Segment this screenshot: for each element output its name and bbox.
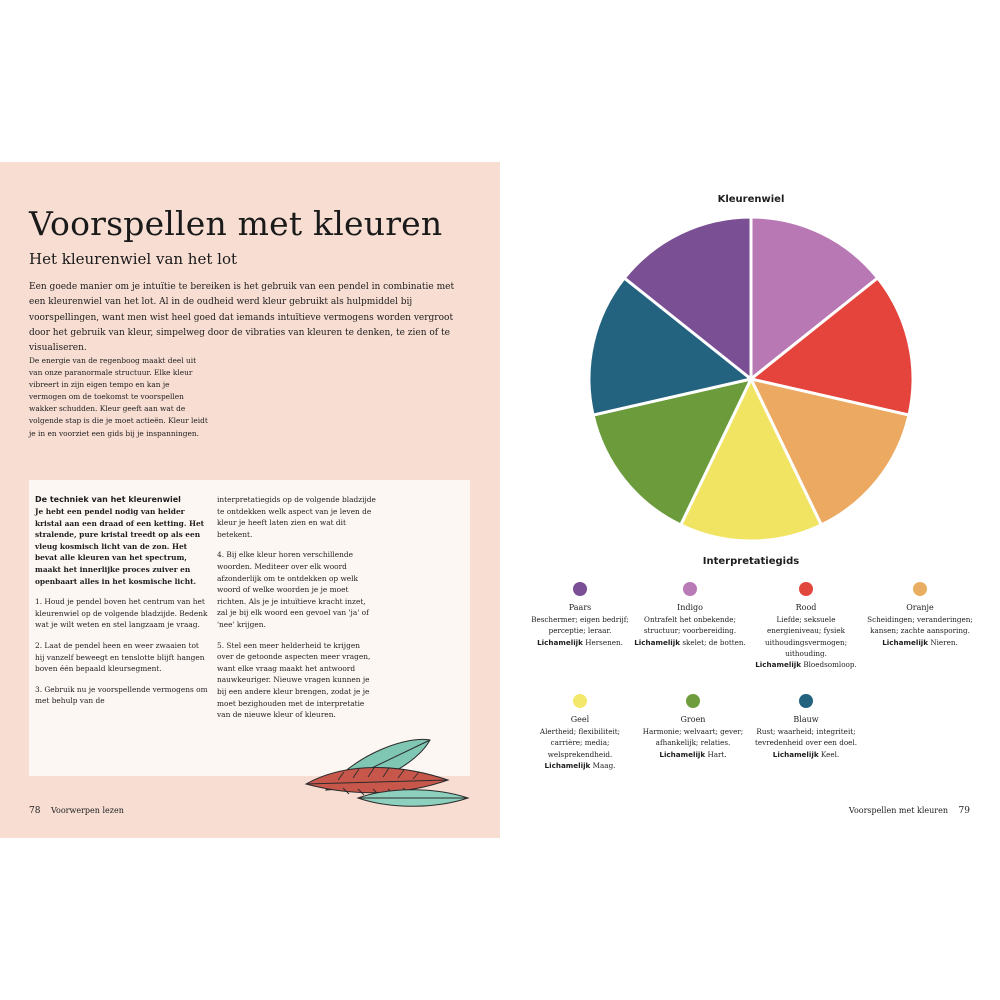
color-wheel-title: Kleurenwiel [717, 194, 785, 205]
entry-description: Harmonie; welvaart; gever; afhankelijk; relaties. [642, 727, 744, 748]
body-label: Lichamelijk [659, 749, 706, 759]
entry-name: Paars [568, 603, 592, 612]
entry-blauw [750, 694, 862, 760]
left-page [0, 162, 500, 838]
step-1: 1. Houd je pendel boven het centrum van het kleurenwiel op de volgende bladzijde. Bedenk wat je wilt weten en stel langzaam je vraag. [35, 597, 208, 630]
technique-column-1 [35, 494, 209, 716]
step-3-continued: interpretatiegids op de volgende bladzijde te ontdekken welk aspect van je leven de kleur je heeft laten zien en wat dit betekent. [217, 495, 376, 539]
entry-description: Rust; waarheid; integriteit; tevredenheid over een doel. [755, 727, 857, 748]
footer-right [849, 806, 970, 816]
body-label: Lichamelijk [882, 637, 929, 647]
entry-description: Liefde; seksuele energieniveau; fysiek uithoudingsvermogen; uithouding. [764, 615, 848, 658]
step-2: 2. Laat de pendel heen en weer zwaaien tot hij vanzelf beweegt en tenslotte blijft hangen boven één bepaald kleursegment. [35, 640, 205, 674]
step-4: 4. Bij elke kleur horen verschillende woorden. Mediteer over elk woord afzonderlijk om te ontdekken op welk woord of welke woorden je je moet richten. Als je je intuïtieve kracht inzet, zal je bij elk woord een gevoel van 'ja' of 'nee' krijgen. [217, 550, 369, 629]
interpretation-guide-title: Interpretatiegids [702, 556, 800, 567]
color-dot [683, 582, 697, 596]
entry-oranje [864, 582, 976, 648]
entry-description: Ontrafelt het onbekende; structuur; voorbereiding. [643, 615, 737, 636]
color-dot [573, 694, 587, 708]
step-5: 5. Stel een meer helderheid te krijgen over de getoonde aspecten meer vragen, want elke vraag maakt het antwoord nauwkeuriger. Nieuwe vragen kunnen je bij een andere kleur brengen, zodat je je moet bezighouden met de interpretatie van de nieuwe kleur of kleuren. [217, 640, 371, 720]
entry-rood [750, 582, 862, 670]
entry-name: Geel [570, 715, 590, 724]
entry-name: Oranje [906, 603, 934, 612]
running-title-left: Voorwerpen lezen [51, 806, 124, 815]
technique-lead: Je hebt een pendel nodig van helder kristal aan een draad of een ketting. Het stralende, pure kristal treedt op als een vleug kosmisch licht van de zon. Het bevat alle kleuren van het spectrum, maakt het innerlijke proces zuiver en openbaart alles in het kosmische licht. [35, 507, 205, 586]
body-label: Lichamelijk [634, 637, 681, 647]
technique-column-2 [217, 494, 377, 730]
body-label: Lichamelijk [544, 760, 591, 770]
entry-body: Lichamelijk skelet; de botten. [634, 637, 746, 647]
entry-body: Lichamelijk Nieren. [882, 637, 958, 647]
entry-body: Lichamelijk Bloedsomloop. [755, 660, 857, 670]
entry-body: Lichamelijk Hart. [659, 749, 727, 759]
page-number-right: 79 [958, 806, 970, 816]
body-label: Lichamelijk [755, 660, 802, 670]
entry-name: Indigo [677, 603, 703, 612]
page-title: Voorspellen met kleuren [29, 204, 443, 243]
side-paragraph: De energie van de regenboog maakt deel uit van onze paranormale structuur. Elke kleur vibreert in zijn eigen tempo en kan je vermogen om de toekomst te voorspellen wakker schudden. Kleur geeft aan wat de volgende stap is die je moet actieën. Kleur leidt je in en voorziet een gids bij je inspanningen. [29, 356, 208, 438]
color-dot [799, 694, 813, 708]
entry-description: Beschermer; eigen bedrijf; perceptie; leraar. [531, 615, 629, 636]
entry-name: Rood [795, 603, 817, 612]
entry-body: Lichamelijk Keel. [772, 749, 840, 759]
entry-description: Alertheid; flexibiliteit; carrière; media; welsprekendheid. [539, 727, 621, 759]
page-number-left: 78 [29, 806, 41, 816]
page-subtitle: Het kleurenwiel van het lot [29, 250, 238, 268]
color-dot [799, 582, 813, 596]
color-wheel [583, 211, 919, 547]
step-3: 3. Gebruik nu je voorspellende vermogens om met behulp van de [35, 684, 208, 706]
right-page [502, 162, 1000, 838]
body-label: Lichamelijk [537, 637, 583, 647]
entry-description: Scheidingen; veranderingen; kansen; zachte aansporing. [867, 615, 973, 636]
feathers-illustration [298, 732, 473, 814]
color-dot [686, 694, 700, 708]
running-title-right: Voorspellen met kleuren [848, 806, 948, 815]
entry-paars [524, 582, 636, 648]
color-dot [913, 582, 927, 596]
entry-groen [637, 694, 749, 760]
intro-paragraph: Een goede manier om je intuïtie te bereiken is het gebruik van een pendel in combinatie met een kleurenwiel van het lot. Al in de oudheid werd kleur gebruikt als hulpmiddel bij voorspellingen, want men wist heel goed dat iemands intuïtieve vermogens worden vergroot door het gebruik van kleur, simpelweg door de vibraties van kleuren te denken, te zien of te visualiseren. [29, 282, 455, 354]
entry-body: Lichamelijk Hersenen. [537, 637, 623, 647]
body-label: Lichamelijk [772, 749, 819, 759]
entry-name: Blauw [793, 715, 819, 724]
entry-body: Lichamelijk Maag. [544, 760, 616, 770]
color-dot [573, 582, 587, 596]
entry-name: Groen [680, 715, 706, 724]
entry-indigo [634, 582, 746, 648]
footer-left [29, 806, 124, 816]
entry-geel [524, 694, 636, 771]
technique-heading: De techniek van het kleurenwiel [35, 495, 181, 504]
